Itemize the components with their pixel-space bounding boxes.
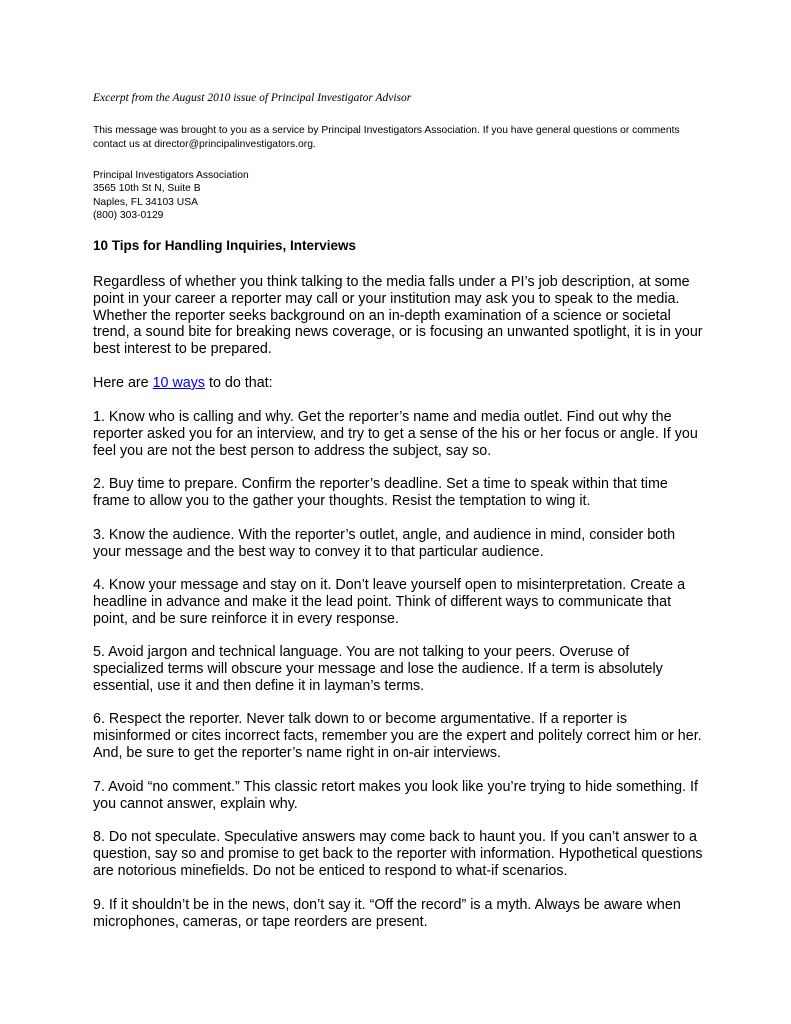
- tip-2: 2. Buy time to prepare. Confirm the reporter’s deadline. Set a time to speak within that time frame to allow you to the gather your thoughts. Resist the temptation to wing it.: [93, 476, 668, 509]
- here-after: to do that:: [205, 375, 273, 391]
- tip-9: 9. If it shouldn’t be in the news, don’t say it. “Off the record” is a myth. Always be aware when microphones, cameras, or tape reorders are present.: [93, 897, 681, 930]
- tip-7: 7. Avoid “no comment.” This classic retort makes you look like you’re trying to hide something. If you cannot answer, explain why.: [93, 779, 698, 812]
- address-city: Naples, FL 34103 USA: [93, 196, 198, 208]
- tip-5: 5. Avoid jargon and technical language. You are not talking to your peers. Overuse of specialized terms will obscure your message and lose the audience. If a term is absolutely essential, use it and then define it in layman’s terms.: [93, 644, 663, 694]
- tip-1: 1. Know who is calling and why. Get the reporter’s name and media outlet. Find out why the reporter asked you for an interview, and try to get a sense of the his or her focus or angle. If you feel you are not the best person to address the subject, say so.: [93, 409, 698, 459]
- intro-paragraph: Regardless of whether you think talking to the media falls under a PI’s job description, at some point in your career a reporter may call or your institution may ask you to speak to the media. Whether the reporter seeks background on an in-depth examination of a science or societal trend, a sound bite for breaking news coverage, or is focusing an unwanted spotlight, it is in your best interest to be prepared.: [93, 274, 703, 358]
- excerpt-line: Excerpt from the August 2010 issue of Principal Investigator Advisor: [93, 92, 412, 104]
- here-before: Here are: [93, 375, 153, 391]
- address-street: 3565 10th St N, Suite B: [93, 183, 201, 195]
- tip-8: 8. Do not speculate. Speculative answers may come back to haunt you. If you can’t answer to a question, say so and promise to get back to the reporter with information. Hypothetical questions are notorious minefields. Do not be enticed to respond to what-if scenarios.: [93, 829, 703, 879]
- tip-6: 6. Respect the reporter. Never talk down to or become argumentative. If a reporter is misinformed or cites incorrect facts, remember you are the expert and politely correct him or her. And, be sure to get the reporter’s name right in on-air interviews.: [93, 711, 702, 761]
- address-block: [93, 169, 249, 222]
- ten-ways-link[interactable]: 10 ways: [152, 375, 206, 391]
- address-org: Principal Investigators Association: [93, 170, 249, 181]
- address-phone: (800) 303-0129: [93, 209, 164, 221]
- service-notice: This message was brought to you as a service by Principal Investigators Association. If you have general questions or comments contact us at director@principalinvestigators.org.: [93, 125, 680, 150]
- tip-3: 3. Know the audience. With the reporter’s outlet, angle, and audience in mind, consider both your message and the best way to convey it to that particular audience.: [93, 527, 676, 560]
- tip-4: 4. Know your message and stay on it. Don’t leave yourself open to misinterpretation. Create a headline in advance and make it the lead point. Think of different ways to communicate that point, and be sure reinforce it in every response.: [93, 577, 686, 627]
- here-are-line: [93, 375, 703, 392]
- article-heading: 10 Tips for Handling Inquiries, Interviews: [93, 238, 357, 253]
